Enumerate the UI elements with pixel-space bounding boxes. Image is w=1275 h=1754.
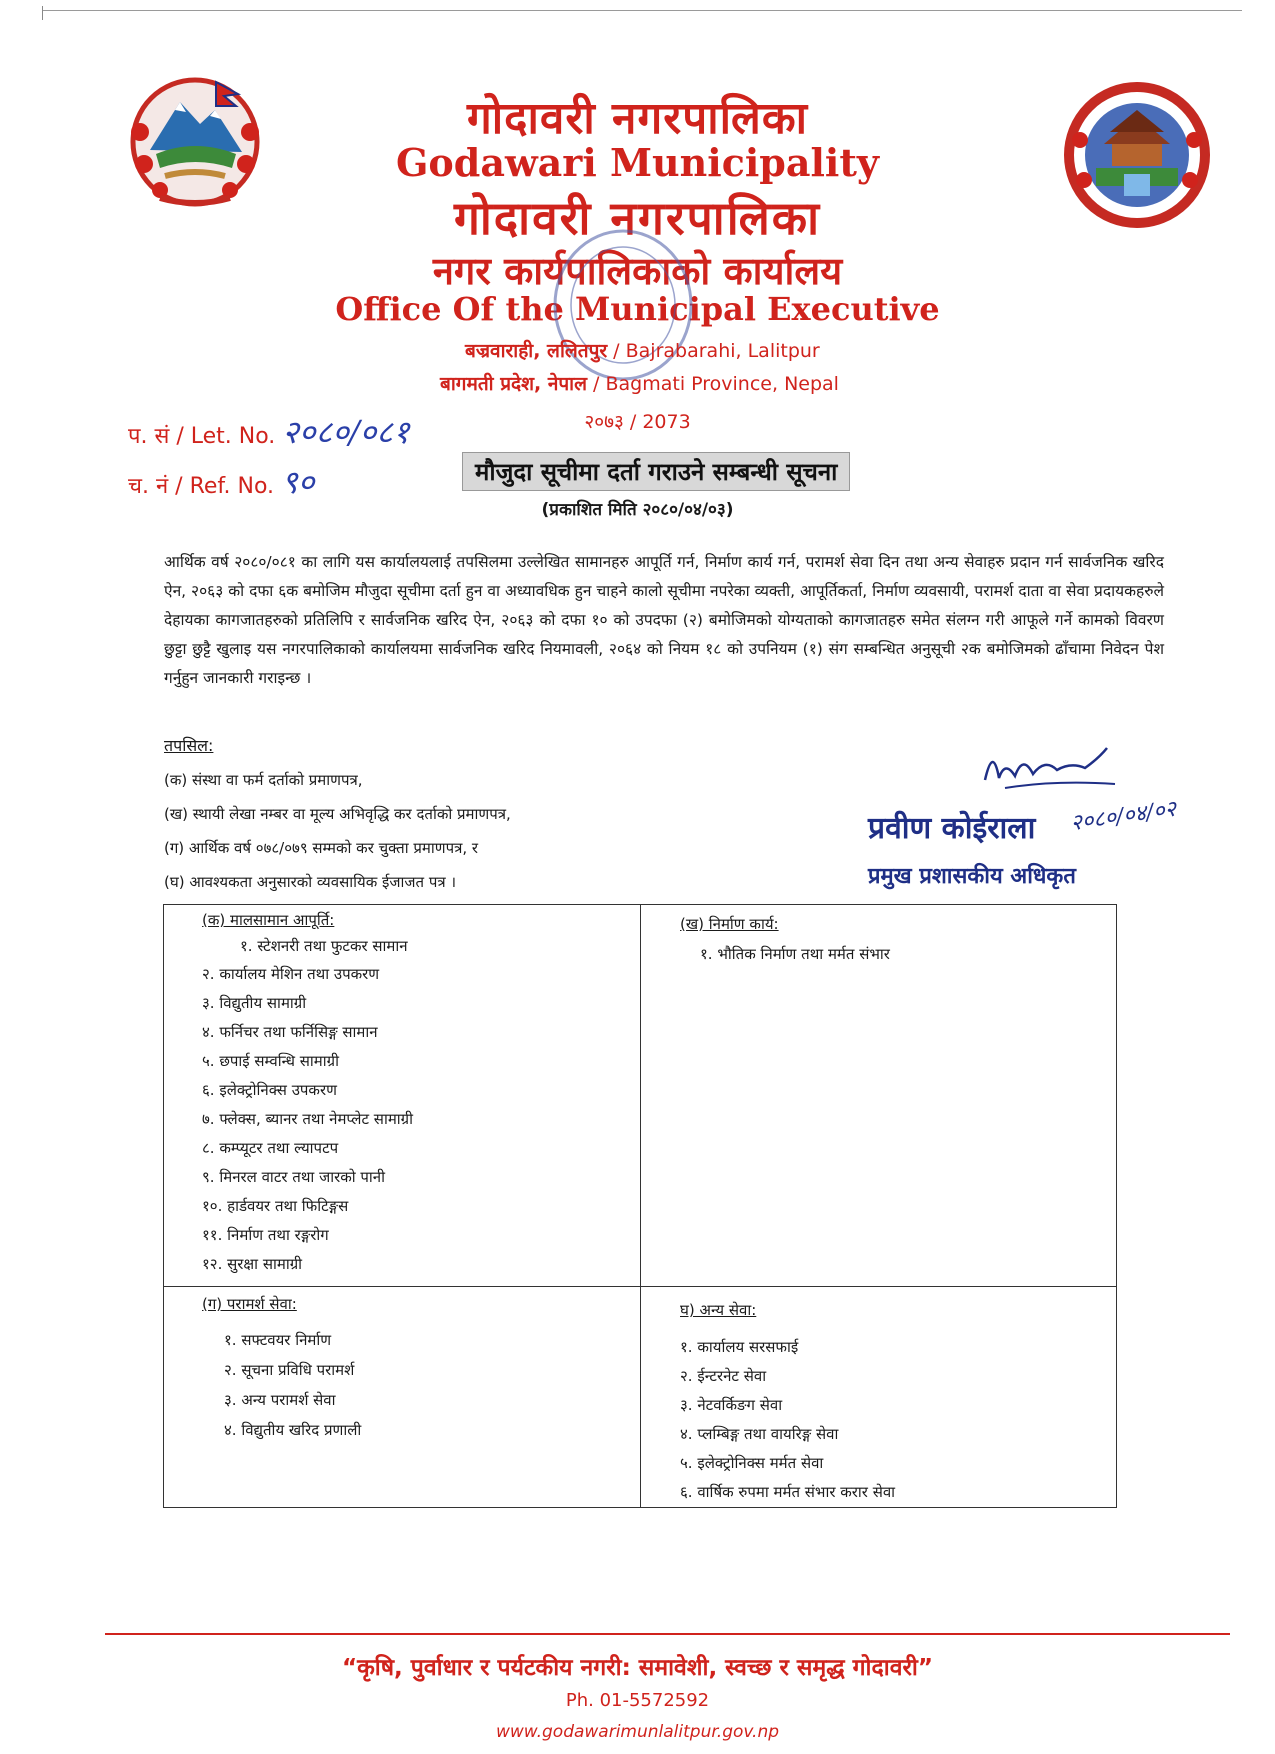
list-item: ३. नेटवर्किङग सेवा <box>680 1396 783 1414</box>
signature-date: २०८०/०४/०२ <box>1068 796 1178 837</box>
list-item: ५. इलेक्ट्रोनिक्स मर्मत सेवा <box>680 1454 824 1472</box>
list-item: ९. मिनरल वाटर तथा जारको पानी <box>202 1168 386 1186</box>
list-item: २. ईन्टरनेट सेवा <box>680 1367 767 1385</box>
address-line-2: बागमती प्रदेश, नेपाल / Bagmati Province, Nepal <box>440 373 839 395</box>
table-column-divider <box>640 904 641 1508</box>
address-line-1: बज्रवाराही, ललितपुर / Bajrabarahi, Lalitpur <box>465 340 820 362</box>
table-row-divider <box>163 1286 1117 1287</box>
signature-scrawl <box>975 740 1125 804</box>
list-item: २. सूचना प्रविधि परामर्श <box>224 1361 355 1379</box>
top-tick <box>42 6 43 20</box>
signatory-name: प्रवीण कोईराला <box>868 811 1036 846</box>
list-item: ४. विद्युतीय खरिद प्रणाली <box>224 1421 362 1439</box>
address-line-1-english: Bajrabarahi, Lalitpur <box>625 340 820 362</box>
ref-number-label: च. नं / Ref. No. <box>128 474 275 499</box>
letter-number-row <box>128 410 410 453</box>
goods-heading: (क) मालसामान आपूर्ति: <box>202 911 335 929</box>
list-item: २. कार्यालय मेशिन तथा उपकरण <box>202 965 380 983</box>
office-name-english: Office Of the Municipal Executive <box>335 290 940 328</box>
published-date: (प्रकाशित मिति २०८०/०४/०३) <box>541 500 734 520</box>
list-item: ५. छपाई सम्वन्धि सामाग्री <box>202 1052 340 1070</box>
footer-website: www.godawarimunlalitpur.gov.np <box>495 1722 780 1742</box>
notice-body: आर्थिक वर्ष २०८०/०८१ का लागि यस कार्यालयलाई तपसिलमा उल्लेखित सामानहरु आपूर्ति गर्न, निर्माण कार्य गर्न, परामर्श सेवा दिन तथा अन्य सेवाहरु प्रदान गर्न सार्वजनिक खरिद ऐन, २०६३ को दफा ६क बमोजिम मौजुदा सूचीमा दर्ता हुन वा अध्यावधिक हुन चाहने कालो सूचीमा नपरेका व्यक्ती, आपूर्तिकर्ता, निर्माण व्यवसायी, परामर्श दाता वा सेवा प्रदायकहरुले देहायका कागजातहरुको प्रतिलिपि र सार्वजनिक खरिद ऐन, २०६३ को दफा १० को उपदफा (२) बमोजिमको योग्यताको कागजातहरु समेत संलग्न गरी आफूले गर्ने कामको विवरण छुट्टा छुट्टै खुलाइ यस नगरपालिकाको कार्यालयमा सार्वजनिक खरिद नियमावली, २०६४ को नियम १८ को उपनियम (१) संग सम्बन्धित अनुसूची २क बमोजिमको ढाँचामा निवेदन पेश गर्नुहुन जानकारी गराइन्छ । <box>164 553 1164 687</box>
list-item: १. सफ्टवयर निर्माण <box>224 1331 332 1349</box>
footer-rule <box>105 1633 1230 1635</box>
address-line-2-english: Bagmati Province, Nepal <box>605 373 839 395</box>
letter-number-label: प. सं / Let. No. <box>128 424 276 449</box>
list-item: १. स्टेशनरी तथा फुटकर सामान <box>240 937 408 955</box>
address-line-2-nepali: बागमती प्रदेश, नेपाल <box>440 373 587 395</box>
list-item: १२. सुरक्षा सामाग्री <box>202 1255 303 1273</box>
footer-slogan: “कृषि, पुर्वाधार र पर्यटकीय नगरी: समावेशी, स्वच्छ र समृद्ध गोदावरी” <box>342 1655 933 1681</box>
required-document: (घ) आवश्यकता अनुसारको व्यवसायिक ईजाजत पत्र । <box>164 873 457 891</box>
established-year: २०७३ / 2073 <box>584 411 691 433</box>
construction-heading: (ख) निर्माण कार्य: <box>680 915 779 933</box>
municipality-name-english: Godawari Municipality <box>395 140 880 185</box>
list-item: ६. इलेक्ट्रोनिक्स उपकरण <box>202 1081 337 1099</box>
consulting-heading: (ग) परामर्श सेवा: <box>202 1295 297 1313</box>
list-item: ८. कम्प्यूटर तथा ल्यापटप <box>202 1139 339 1157</box>
list-item: ६. वार्षिक रुपमा मर्मत संभार करार सेवा <box>680 1483 896 1501</box>
municipality-name-stylized: गोदावरी नगरपालिका <box>453 191 822 245</box>
required-document: (क) संस्था वा फर्म दर्ताको प्रमाणपत्र, <box>164 771 363 789</box>
list-item: ७. फ्लेक्स, ब्यानर तथा नेमप्लेट सामाग्री <box>202 1110 414 1128</box>
list-item: ३. विद्युतीय सामाग्री <box>202 994 307 1012</box>
list-item: ११. निर्माण तथा रङ्गरोग <box>202 1226 329 1244</box>
notice-title: मौजुदा सूचीमा दर्ता गराउने सम्बन्धी सूचना <box>462 452 850 491</box>
office-name-nepali: नगर कार्यपालिकाको कार्यालय <box>432 249 843 293</box>
list-item: १. भौतिक निर्माण तथा मर्मत संभार <box>700 945 890 963</box>
letter-number-value: २०८०/०८१ <box>282 413 410 451</box>
list-item: १. कार्यालय सरसफाई <box>680 1338 799 1356</box>
signatory-title: प्रमुख प्रशासकीय अधिकृत <box>868 864 1076 889</box>
footer-phone: Ph. 01-5572592 <box>565 1690 710 1711</box>
ref-number-value: ९० <box>281 463 315 501</box>
list-item: १०. हार्डवयर तथा फिटिङ्गस <box>202 1197 349 1215</box>
other-services-heading: घ) अन्य सेवा: <box>680 1301 757 1319</box>
top-rule <box>42 10 1242 11</box>
required-document: (ग) आर्थिक वर्ष ०७८/०७९ सम्मको कर चुक्ता प्रमाणपत्र, र <box>164 839 479 857</box>
list-item: ३. अन्य परामर्श सेवा <box>224 1391 336 1409</box>
list-item: ४. प्लम्बिङ्ग तथा वायरिङ्ग सेवा <box>680 1425 839 1443</box>
tapasil-heading: तपसिल: <box>164 736 214 755</box>
list-item: ४. फर्निचर तथा फर्निसिङ्ग सामान <box>202 1023 378 1041</box>
municipality-name-nepali: गोदावरी नगरपालिका <box>466 93 809 144</box>
address-line-1-nepali: बज्रवाराही, ललितपुर <box>465 340 608 362</box>
required-document: (ख) स्थायी लेखा नम्बर वा मूल्य अभिवृद्धि कर दर्ताको प्रमाणपत्र, <box>164 805 511 823</box>
